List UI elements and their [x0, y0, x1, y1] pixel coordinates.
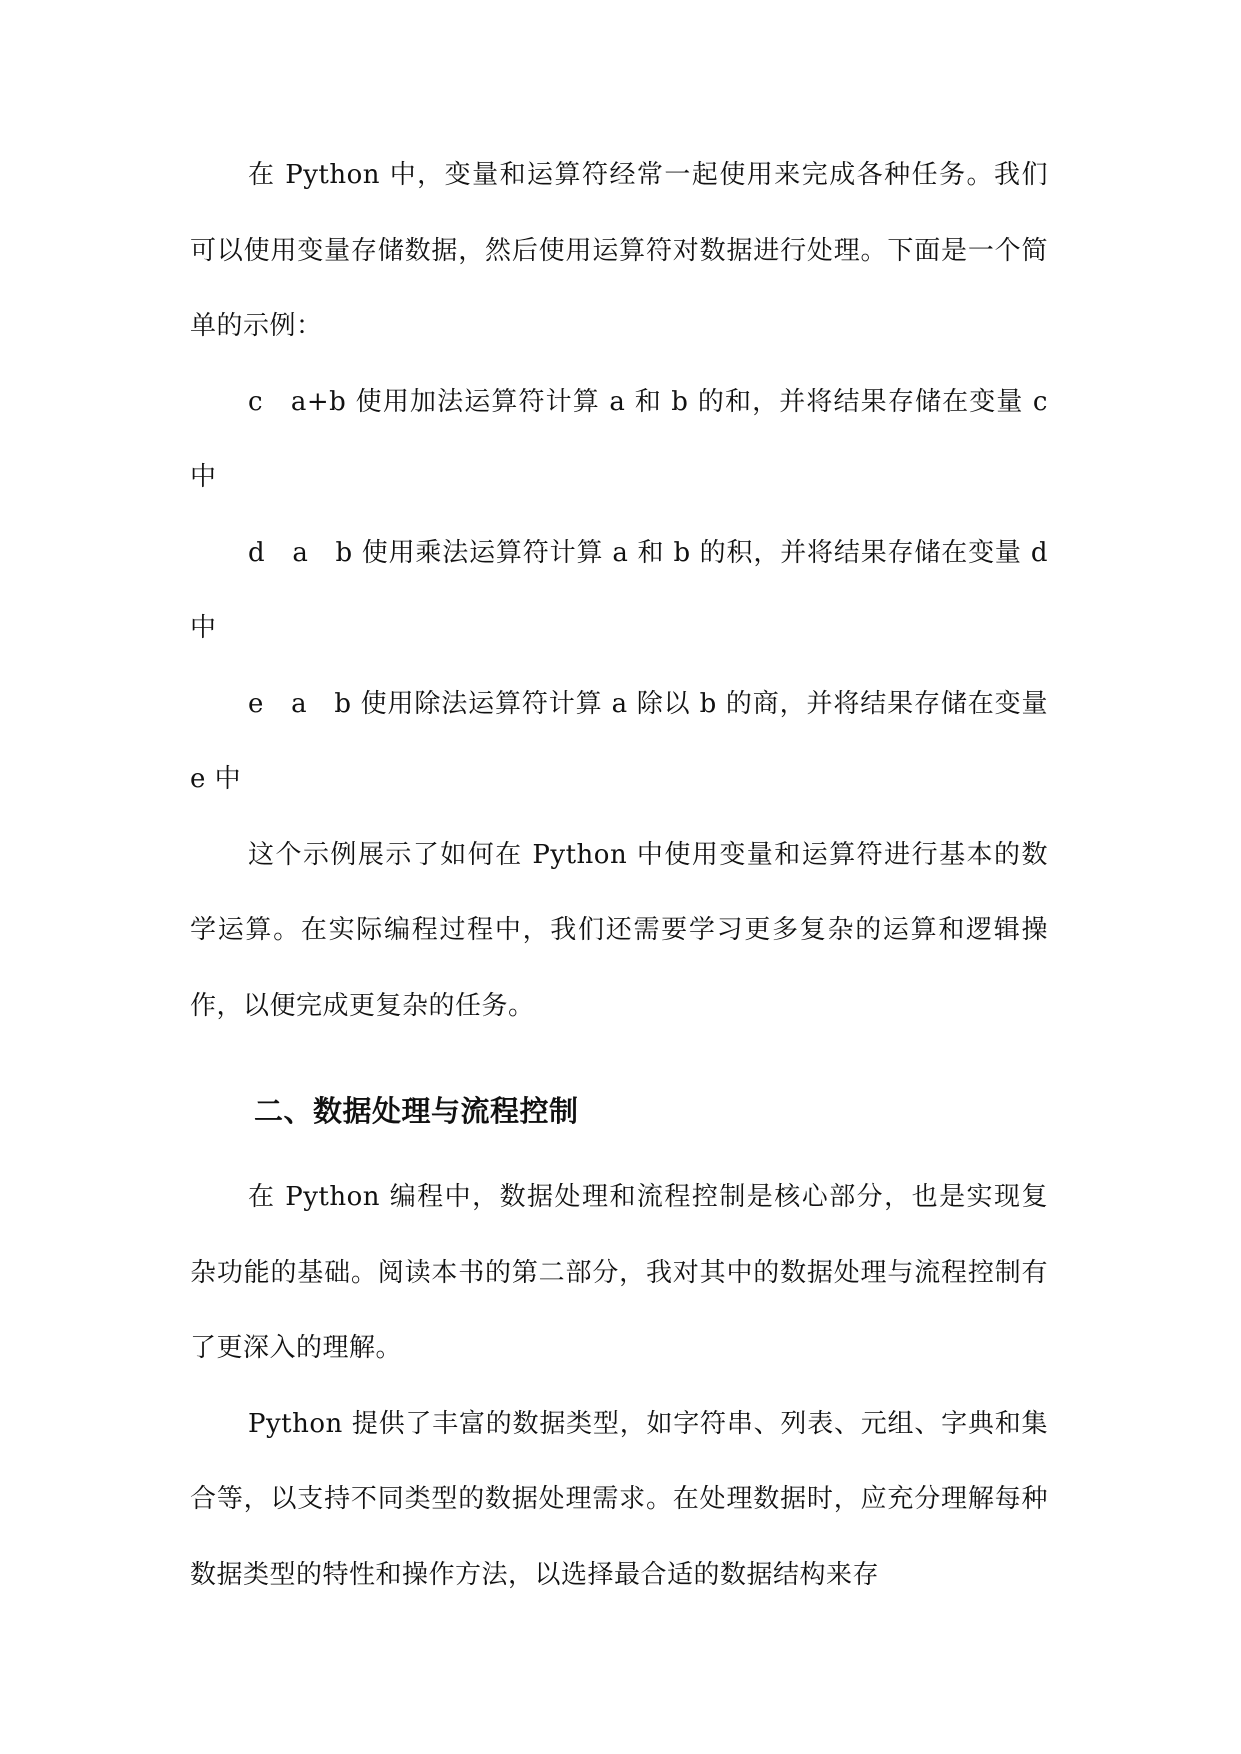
document-body: [190, 138, 1048, 1613]
paragraph-summary: 这个示例展示了如何在 Python 中使用变量和运算符进行基本的数学运算。在实际编程过程中，我们还需要学习更多复杂的运算和逻辑操作，以便完成更复杂的任务。: [190, 839, 1048, 1021]
paragraph-intro: 在 Python 中，变量和运算符经常一起使用来完成各种任务。我们可以使用变量存储数据，然后使用运算符对数据进行处理。下面是一个简单的示例：: [190, 160, 1048, 341]
section-spacer: [190, 1044, 1048, 1062]
paragraph-data-types: Python 提供了丰富的数据类型，如字符串、列表、元组、字典和集合等，以支持不同类型的数据处理需求。在处理数据时，应充分理解每种数据类型的特性和操作方法，以选择最合适的数据结构来存: [190, 1408, 1048, 1590]
paragraph-example-multiplication: d a b 使用乘法运算符计算 a 和 b 的积，并将结果存储在变量 d 中: [190, 537, 1048, 643]
paragraph-example-addition: c a+b 使用加法运算符计算 a 和 b 的和，并将结果存储在变量 c 中: [190, 386, 1048, 492]
paragraph-section-intro: 在 Python 编程中，数据处理和流程控制是核心部分，也是实现复杂功能的基础。阅读本书的第二部分，我对其中的数据处理与流程控制有了更深入的理解。: [190, 1182, 1048, 1363]
section-heading: 二、数据处理与流程控制: [254, 1094, 579, 1128]
paragraph-example-division: e a b 使用除法运算符计算 a 除以 b 的商，并将结果存储在变量 e 中: [190, 688, 1048, 794]
